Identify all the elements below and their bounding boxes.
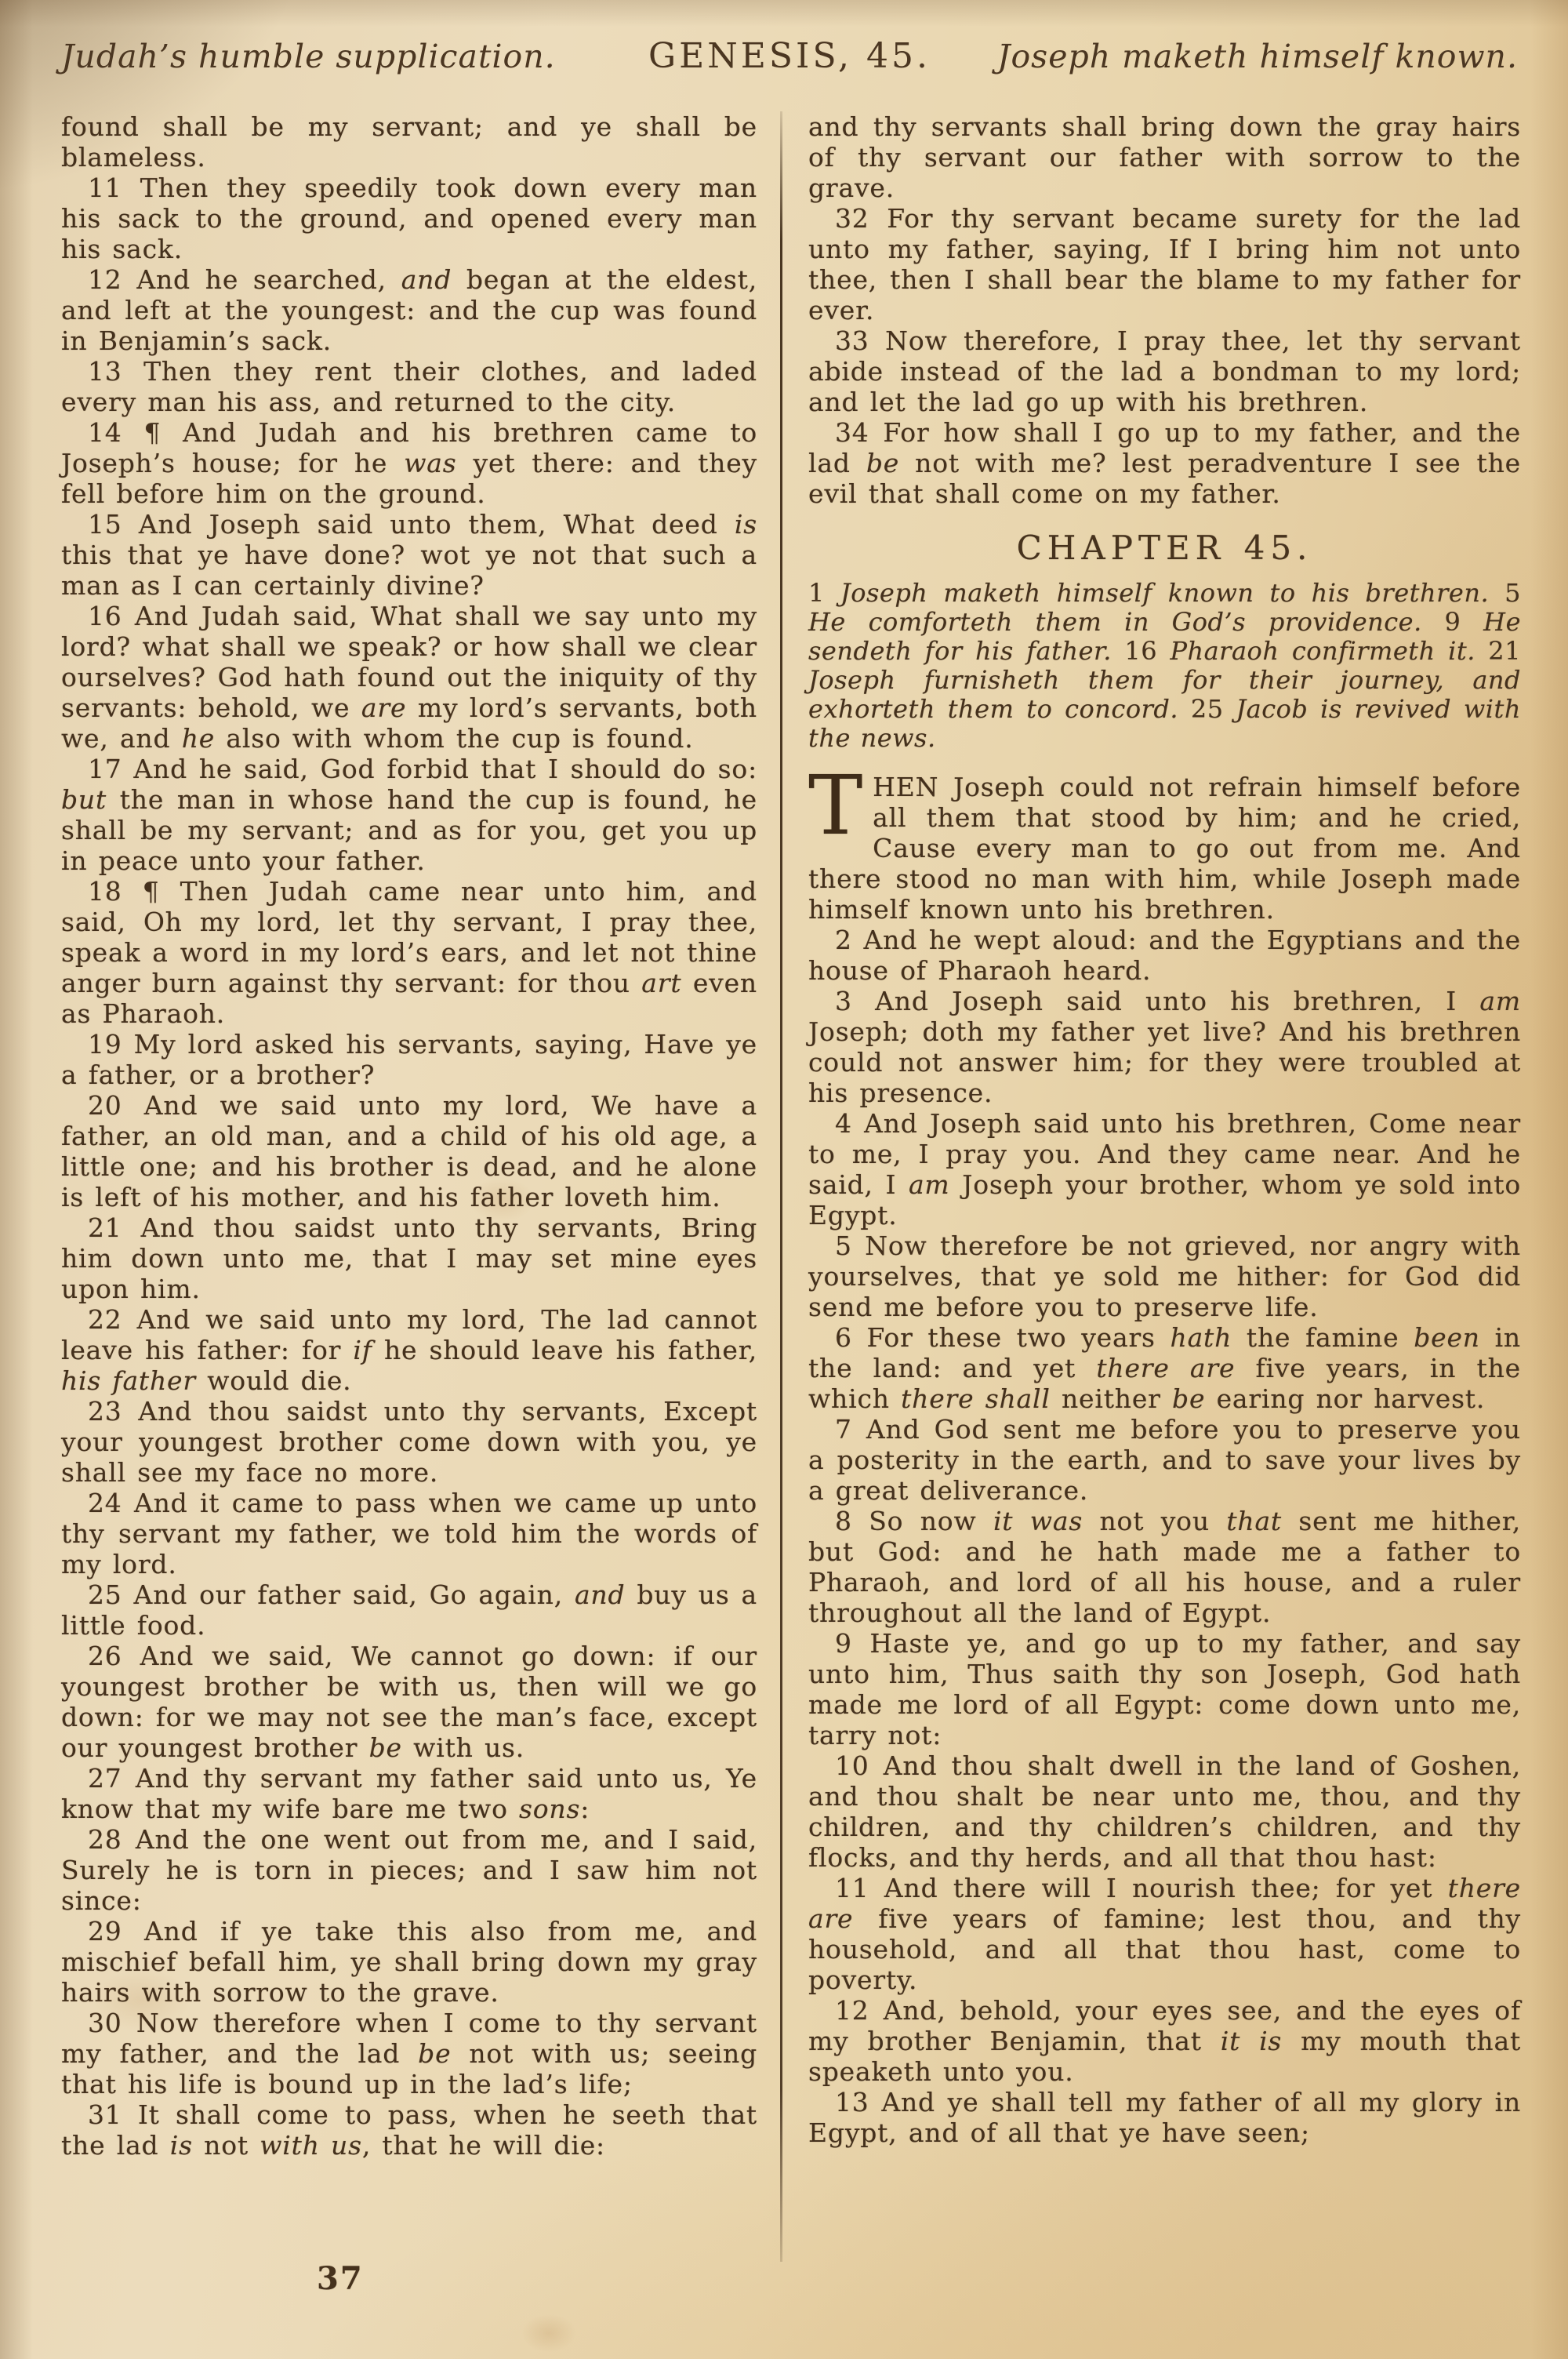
verse-paragraph: 34 For how shall I go up to my father, and the lad be not with me? lest peradventure I see the evil that shall come on my father. <box>808 417 1521 509</box>
verse-paragraph: 13 And ye shall tell my father of all my glory in Egypt, and of all that ye have seen; <box>808 2087 1521 2148</box>
verse-paragraph: 16 And Judah said, What shall we say unto my lord? what shall we speak? or how shall we clear ourselves? God hath found out the iniquity of thy servants: behold, we are my lord’s servants, both we, and he also with whom the cup is found. <box>61 601 757 754</box>
verse-paragraph: 31 It shall come to pass, when he seeth that the lad is not with us, that he will die: <box>61 2099 757 2161</box>
verse-paragraph: 10 And thou shalt dwell in the land of Goshen, and thou shalt be near unto me, thou, and thy children, and thy children’s children, and thy flocks, and thy herds, and all that thou hast: <box>808 1750 1521 1873</box>
drop-cap: T <box>808 758 864 853</box>
running-head-right: Joseph maketh himself known. <box>997 38 1518 75</box>
verse-paragraph: 25 And our father said, Go again, and buy us a little food. <box>61 1579 757 1641</box>
verse-paragraph: 2 And he wept aloud: and the Egyptians and the house of Pharaoh heard. <box>808 925 1521 986</box>
verse-paragraph: 9 Haste ye, and go up to my father, and say unto him, Thus saith thy son Joseph, God hath made me lord of all Egypt: come down unto me, tarry not: <box>808 1628 1521 1750</box>
chapter-heading: CHAPTER 45. <box>1016 529 1313 567</box>
verse-paragraph: 28 And the one went out from me, and I said, Surely he is torn in pieces; and I saw him not since: <box>61 1824 757 1916</box>
verse-paragraph: 33 Now therefore, I pray thee, let thy servant abide instead of the lad a bondman to my lord; and let the lad go up with his brethren. <box>808 325 1521 417</box>
verse-continuation: found shall be my servant; and ye shall be blameless. <box>61 111 757 173</box>
book-chapter-title: GENESIS, 45. <box>648 36 931 76</box>
verse-paragraph: 12 And he searched, and began at the eldest, and left at the youngest: and the cup was found in Benjamin’s sack. <box>61 264 757 356</box>
verse-paragraph: 13 Then they rent their clothes, and laded every man his ass, and returned to the city. <box>61 356 757 417</box>
verse-paragraph: 29 And if ye take this also from me, and mischief befall him, ye shall bring down my gray hairs with sorrow to the grave. <box>61 1916 757 2008</box>
text-area <box>61 111 1521 2262</box>
verse-paragraph: 22 And we said unto my lord, The lad cannot leave his father: for if he should leave his father, his father would die. <box>61 1304 757 1396</box>
left-column <box>61 111 757 2262</box>
page-number: 37 <box>317 2260 364 2297</box>
verse-paragraph: 19 My lord asked his servants, saying, Have ye a father, or a brother? <box>61 1029 757 1090</box>
chapter-summary: 1 Joseph maketh himself known to his brethren. 5 He comforteth them in God’s providence. 9 He sendeth for his father. 16 Pharaoh confirmeth it. 21 Joseph furnisheth them for their journey, and exhorteth them to concord. 25 Jacob is revived with the news. <box>808 578 1522 753</box>
verse-paragraph: 32 For thy servant became surety for the lad unto my father, saying, If I bring him not unto thee, then I shall bear the blame to my father for ever. <box>808 203 1521 325</box>
running-head-left: Judah’s humble supplication. <box>61 38 556 75</box>
verse-paragraph: 17 And he said, God forbid that I should do so: but the man in whose hand the cup is found, he shall be my servant; and as for you, get you up in peace unto your father. <box>61 754 757 876</box>
verse-paragraph: 8 So now it was not you that sent me hither, but God: and he hath made me a father to Pharaoh, and lord of all his house, and a ruler throughout all the land of Egypt. <box>808 1506 1521 1628</box>
right-column <box>782 111 1521 2262</box>
verse-paragraph: 5 Now therefore be not grieved, nor angry with yourselves, that ye sold me hither: for God did send me before you to preserve life. <box>808 1230 1521 1322</box>
verse-paragraph: 11 Then they speedily took down every man his sack to the ground, and opened every man his sack. <box>61 173 757 264</box>
verse-paragraph: 21 And thou saidst unto thy servants, Bring him down unto me, that I may set mine eyes upon him. <box>61 1212 757 1304</box>
verse-paragraph: 23 And thou saidst unto thy servants, Except your youngest brother come down with you, ye shall see my face no more. <box>61 1396 757 1488</box>
verse-paragraph: 24 And it came to pass when we came up unto thy servant my father, we told him the words of my lord. <box>61 1488 757 1579</box>
verse-paragraph: 4 And Joseph said unto his brethren, Come near to me, I pray you. And they came near. And he said, I am Joseph your brother, whom ye sold into Egypt. <box>808 1108 1521 1230</box>
verse-paragraph: 6 For these two years hath the famine been in the land: and yet there are five years, in the which there shall neither be earing nor harvest. <box>808 1322 1521 1414</box>
verse-paragraph: 20 And we said unto my lord, We have a father, an old man, and a child of his old age, a little one; and his brother is dead, and he alone is left of his mother, and his father loveth him. <box>61 1090 757 1212</box>
verse-paragraph: 18 ¶ Then Judah came near unto him, and said, Oh my lord, let thy servant, I pray thee, speak a word in my lord’s ears, and let not thine anger burn against thy servant: for thou art even as Pharaoh. <box>61 876 757 1029</box>
verse-paragraph: 26 And we said, We cannot go down: if our youngest brother be with us, then will we go down: for we may not see the man’s face, except our youngest brother be with us. <box>61 1641 757 1763</box>
verse-continuation: and thy servants shall bring down the gray hairs of thy servant our father with sorrow to the grave. <box>808 111 1521 203</box>
page-header <box>61 36 1518 76</box>
verse-paragraph: 12 And, behold, your eyes see, and the eyes of my brother Benjamin, that it is my mouth that speaketh unto you. <box>808 1995 1522 2087</box>
verse-paragraph: 30 Now therefore when I come to thy servant my father, and the lad be not with us; seeing that his life is bound up in the lad’s life; <box>61 2008 757 2099</box>
verse-paragraph: 27 And thy servant my father said unto us, Ye know that my wife bare me two sons: <box>61 1763 757 1824</box>
verse-paragraph: 3 And Joseph said unto his brethren, I am Joseph; doth my father yet live? And his brethren could not answer him; for they were troubled at his presence. <box>808 986 1521 1108</box>
verse-paragraph: 7 And God sent me before you to preserve you a posterity in the earth, and to save your lives by a great deliverance. <box>808 1414 1521 1506</box>
verse-paragraph: THEN Joseph could not refrain himself before all them that stood by him; and he cried, Cause every man to go out from me. And there stood no man with him, while Joseph made himself known unto his brethren. <box>808 758 1521 925</box>
verse-paragraph: 14 ¶ And Judah and his brethren came to Joseph’s house; for he was yet there: and they fell before him on the ground. <box>61 417 757 509</box>
verse-paragraph: 15 And Joseph said unto them, What deed is this that ye have done? wot ye not that such a man as I can certainly divine? <box>61 509 757 601</box>
verse-paragraph: 11 And there will I nourish thee; for yet there are five years of famine; lest thou, and thy household, and all that thou hast, come to poverty. <box>808 1873 1521 1995</box>
